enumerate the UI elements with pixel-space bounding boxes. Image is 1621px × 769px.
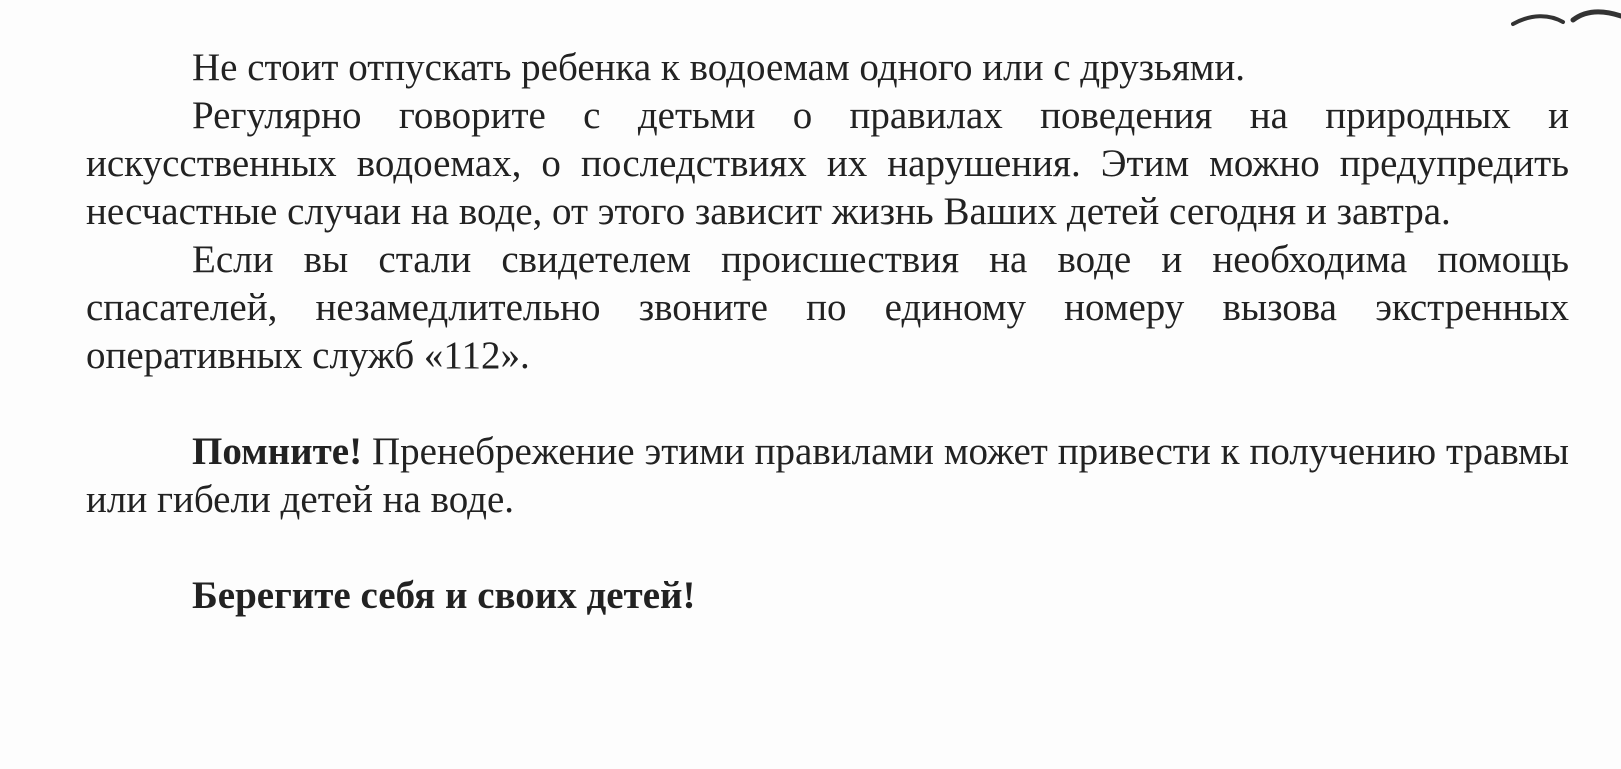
paragraph-reminder: [86, 428, 1569, 524]
paragraph-emergency-call: Если вы стали свидетелем происшествия на воде и необходима помощь спасателей, незамедлительно звоните по единому номеру вызова экстренных оперативных служб «112».: [86, 238, 1569, 377]
reminder-text: Пренебрежение этими правилами может привести к получению травмы или гибели детей на воде.: [86, 430, 1569, 521]
spacer: [86, 380, 1569, 428]
closing-line: Берегите себя и своих детей!: [192, 574, 696, 617]
document-body: [86, 44, 1569, 620]
spacer: [86, 524, 1569, 572]
paragraph-talk-to-children: Регулярно говорите с детьми о правилах поведения на природных и искусственных водоемах, о последствиях их нарушения. Этим можно предупредить несчастные случаи на воде, от этого зависит жизнь Ваших детей сегодня и завтра.: [86, 94, 1569, 233]
scan-corner-mark: [1511, 6, 1621, 36]
reminder-label: Помните!: [192, 430, 363, 473]
paragraph-no-alone: Не стоит отпускать ребенка к водоемам одного или с друзьями.: [192, 46, 1246, 89]
